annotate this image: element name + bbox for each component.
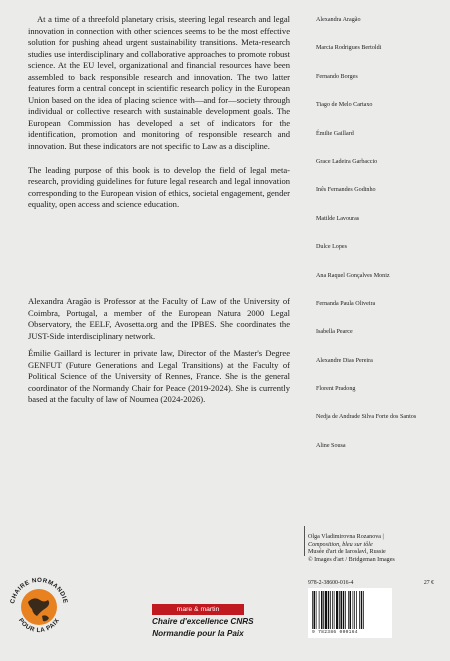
contributor-name: Dulce Lopes (316, 244, 347, 251)
bio-aragao: Alexandra Aragão is Professor at the Faculty of Law of the University of Coimbra, Portugal, a member of the European Natura 2000 Legal Observatory, the EELF, Avosetta.org and the IPBES. She coordinates the JUST-Side interdisciplinary network. (28, 296, 290, 341)
cover-credit (308, 534, 444, 564)
contributor-name: Florent Pradong (316, 386, 356, 393)
seal-text-bottom: POUR LA PAIX (16, 617, 62, 635)
contributor-name: Matilde Lavouras (316, 215, 360, 222)
summary-paragraph-1: At a time of a threefold planetary crisis, steering legal research and legal innovation in connection with other sciences seems to be the most effective solution for pushing ahead urgent sustainability transitions. Meta-research studies use interdisciplinary and collaborative approaches to promote robust science. At the EU level, organizational and financial resources have been assembled to back responsible research and innovation. The two latter features form a central concept in scientific research policy in the European Union based on the idea of placing science with—and for—society through individual or collective research with sustainable development goals. The European Commission has developed a set of indicators for the identification, promotion and monitoring of responsible research and innovation. But these indicators are not specific to Law as a discipline. (28, 14, 290, 152)
publisher-logo (152, 604, 254, 638)
price: 27 € (423, 580, 434, 586)
barcode (308, 588, 392, 638)
contributor-list (316, 16, 446, 470)
contributor-name: Émilie Gaillard (316, 130, 354, 137)
summary-paragraph-2: The leading purpose of this book is to develop the field of legal meta-research, providing guidelines for future legal research and legal innovation corresponding to the European vision of ethics, societal engagement, gender equality, open access and science education. (28, 164, 290, 210)
editor-bios (28, 296, 290, 412)
bio-gaillard: Émilie Gaillard is lecturer in private law, Director of the Master's Degree GENFUT (Future Generations and Legal Transitions) at the Faculty of Political Science of the University of Rennes, France. She is the general coordinator of the Normandy Chair for Peace (2019-2024). She is currently based at the faculty of law of Noumea (2024-2026). (28, 348, 290, 405)
contributor-name: Fernanda Paula Oliveira (316, 300, 376, 307)
contributor-name: Inês Fernandes Godinho (316, 187, 376, 194)
contributor-name: Alexandra Aragão (316, 17, 361, 23)
credit-museum: Musée d'art de Iaroslavl, Russie (308, 549, 386, 556)
contributor-name: Isabella Pearce (316, 329, 353, 336)
contributor-name: Alexandre Dias Pereira (316, 357, 373, 364)
seal-text-top: CHAIRE NORMANDIE (9, 576, 69, 605)
barcode-digits: 9 782386 000164 (312, 630, 358, 635)
isbn: 978-2-38600-016-4 (308, 580, 354, 586)
credit-rights: © Images d'art / Bridgeman Images (308, 556, 395, 563)
credit-artist: Olga Vladimirovna Rozanova | (308, 534, 384, 540)
barcode-bars-icon (312, 591, 388, 629)
summary-text (28, 14, 290, 223)
publisher-line-2: Normandie pour la Paix (152, 628, 244, 638)
publisher-name: mare & martin (152, 604, 244, 615)
credit-work: Composition, bleu sur tôle (308, 541, 373, 548)
normandy-peace-chair-seal (4, 572, 74, 642)
credit-divider (304, 526, 305, 556)
contributor-name: Marcia Rodrigues Bertoldi (316, 45, 382, 52)
contributor-name: Grace Ladeira Garbaccio (316, 158, 378, 165)
publisher-line-1: Chaire d'excellence CNRS (152, 617, 254, 626)
contributor-name: Fernando Borges (316, 73, 358, 80)
contributor-name: Aline Sousa (316, 442, 346, 449)
contributor-name: Ana Raquel Gonçalves Moniz (316, 272, 390, 279)
contributor-name: Tiago de Melo Cartaxo (316, 102, 373, 109)
contributor-name: Nedja de Andrade Silva Forte dos Santos (316, 414, 417, 421)
isbn-price-row (308, 580, 434, 586)
